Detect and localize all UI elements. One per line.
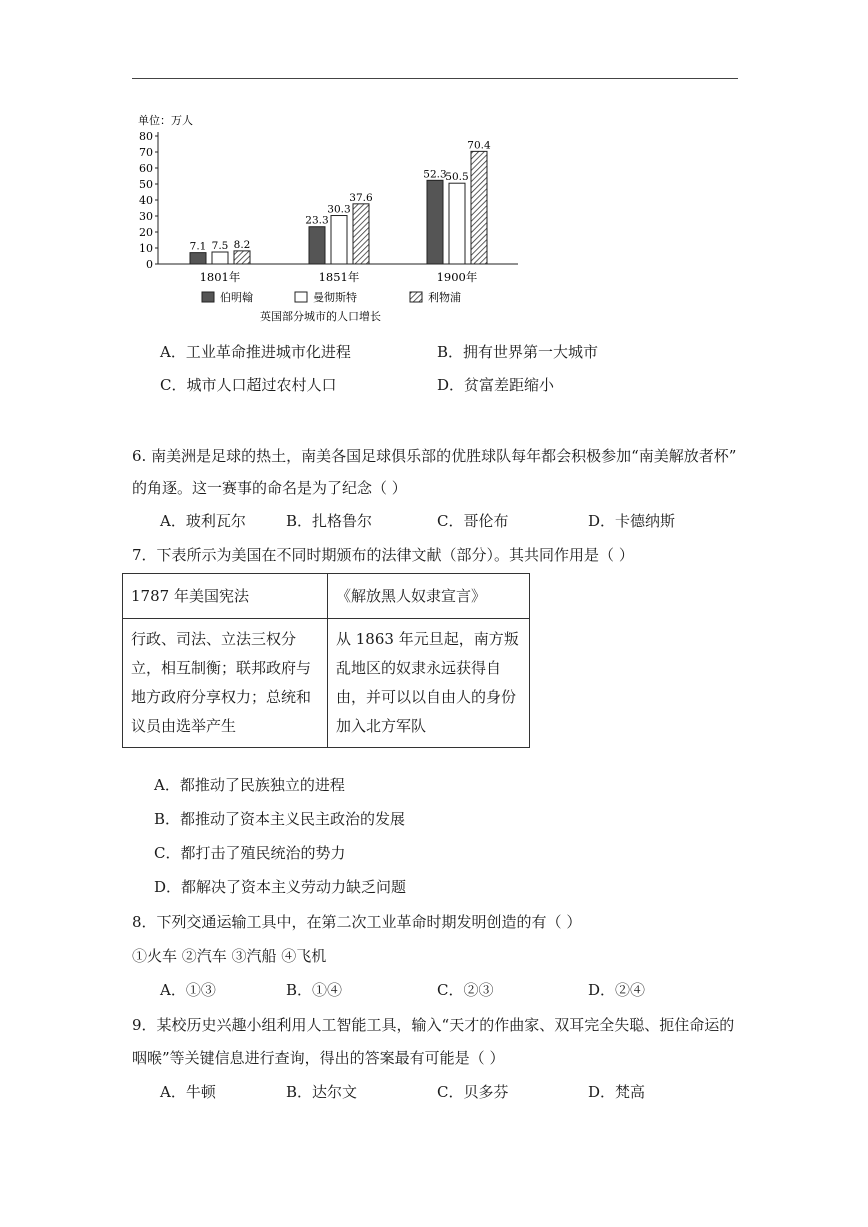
q7-option-d[interactable]: D．都解决了资本主义劳动力缺乏问题 [154, 878, 407, 896]
y-tick-label: 10 [139, 242, 153, 255]
q6-option-a[interactable]: A．玻利瓦尔 [160, 512, 246, 530]
q7-option-a[interactable]: A．都推动了民族独立的进程 [154, 776, 345, 794]
bar [331, 216, 347, 264]
y-tick-label: 0 [146, 258, 153, 271]
q7-option-c[interactable]: C．都打击了殖民统治的势力 [154, 844, 346, 862]
legend-swatch [202, 292, 214, 302]
q6-option-c[interactable]: C．哥伦布 [437, 512, 509, 530]
y-tick-label: 20 [139, 226, 153, 239]
bar-value-label: 8.2 [233, 238, 251, 251]
q9-stem-line1: 9．某校历史兴趣小组利用人工智能工具，输入“天才的作曲家、双耳完全失聪、扼住命运的 [132, 1016, 735, 1034]
population-bar-chart [120, 108, 540, 323]
q9-option-d[interactable]: D．梵高 [588, 1083, 646, 1101]
bar-value-label: 70.4 [467, 139, 491, 152]
bar-value-label: 30.3 [327, 203, 351, 216]
law-documents-table [122, 573, 530, 748]
q5-option-d[interactable]: D．贫富差距缩小 [437, 376, 555, 394]
q8-option-b[interactable]: B．①④ [286, 981, 343, 999]
bar-value-label: 7.5 [211, 240, 229, 252]
x-category-label: 1900年 [436, 270, 478, 284]
q9-option-c[interactable]: C．贝多芬 [437, 1083, 509, 1101]
q5-option-a[interactable]: A．工业革命推进城市化进程 [160, 343, 351, 361]
bar [449, 183, 465, 264]
q8-stem: 8．下列交通运输工具中，在第二次工业革命时期发明创造的有（ ） [132, 913, 582, 931]
q8-option-a[interactable]: A．①③ [160, 981, 216, 999]
q8-option-d[interactable]: D．②④ [588, 981, 646, 999]
y-tick-label: 60 [139, 162, 153, 175]
y-tick-label: 40 [139, 194, 153, 207]
q9-option-b[interactable]: B．达尔文 [286, 1083, 358, 1101]
q9-option-a[interactable]: A．牛顿 [160, 1083, 216, 1101]
chart-title: 英国部分城市的人口增长 [260, 310, 381, 323]
q9-stem-line2: 咽喉”等关键信息进行查询，得出的答案最有可能是（ ） [132, 1049, 505, 1067]
q6-option-d[interactable]: D．卡德纳斯 [588, 512, 676, 530]
bar [471, 151, 487, 264]
table-cell-emancipation: 从 1863 年元旦起，南方叛乱地区的奴隶永远获得自由，并可以以自由人的身份加入北方军队 [328, 619, 530, 748]
x-category-label: 1801年 [199, 270, 241, 284]
bar-value-label: 52.3 [423, 168, 447, 181]
bar-value-label: 50.5 [445, 171, 469, 184]
bar [427, 180, 443, 264]
bar [309, 227, 325, 264]
q8-items: ①火车 ②汽车 ③汽船 ④飞机 [132, 947, 327, 965]
q5-option-c[interactable]: C．城市人口超过农村人口 [160, 376, 337, 394]
y-tick-label: 50 [139, 178, 153, 191]
table-cell-constitution: 行政、司法、立法三权分立，相互制衡；联邦政府与地方政府分享权力；总统和议员由选举产生 [123, 619, 328, 748]
legend-label: 曼彻斯特 [313, 291, 357, 304]
legend-swatch [410, 292, 422, 302]
bar [212, 252, 228, 264]
legend-swatch [295, 292, 307, 302]
x-category-label: 1851年 [318, 270, 360, 284]
chart-unit-label: 单位：万人 [138, 114, 193, 127]
y-tick-label: 80 [139, 130, 153, 143]
bar-value-label: 37.6 [349, 191, 373, 204]
q8-option-c[interactable]: C．②③ [437, 981, 494, 999]
bar-value-label: 7.1 [189, 240, 207, 253]
q6-option-b[interactable]: B．扎格鲁尔 [286, 512, 373, 530]
legend-label: 伯明翰 [220, 291, 253, 304]
legend-label: 利物浦 [428, 291, 461, 304]
q7-stem: 7．下表所示为美国在不同时期颁布的法律文献（部分）。其共同作用是（ ） [132, 546, 634, 564]
y-tick-label: 70 [139, 146, 153, 159]
table-header-emancipation: 《解放黑人奴隶宣言》 [328, 574, 530, 619]
table-header-constitution: 1787 年美国宪法 [123, 574, 328, 619]
y-tick-label: 30 [139, 210, 153, 223]
bar [234, 251, 250, 264]
q6-stem-line2: 的角逐。这一赛事的命名是为了纪念（ ） [132, 479, 407, 497]
q6-stem-line1: 6. 南美洲是足球的热土，南美各国足球俱乐部的优胜球队每年都会积极参加“南美解放者杯” [132, 447, 737, 465]
bar [190, 253, 206, 264]
bar [353, 204, 369, 264]
bar-value-label: 23.3 [305, 214, 329, 227]
page-top-rule [132, 78, 738, 79]
q7-option-b[interactable]: B．都推动了资本主义民主政治的发展 [154, 810, 406, 828]
q5-option-b[interactable]: B．拥有世界第一大城市 [437, 343, 599, 361]
